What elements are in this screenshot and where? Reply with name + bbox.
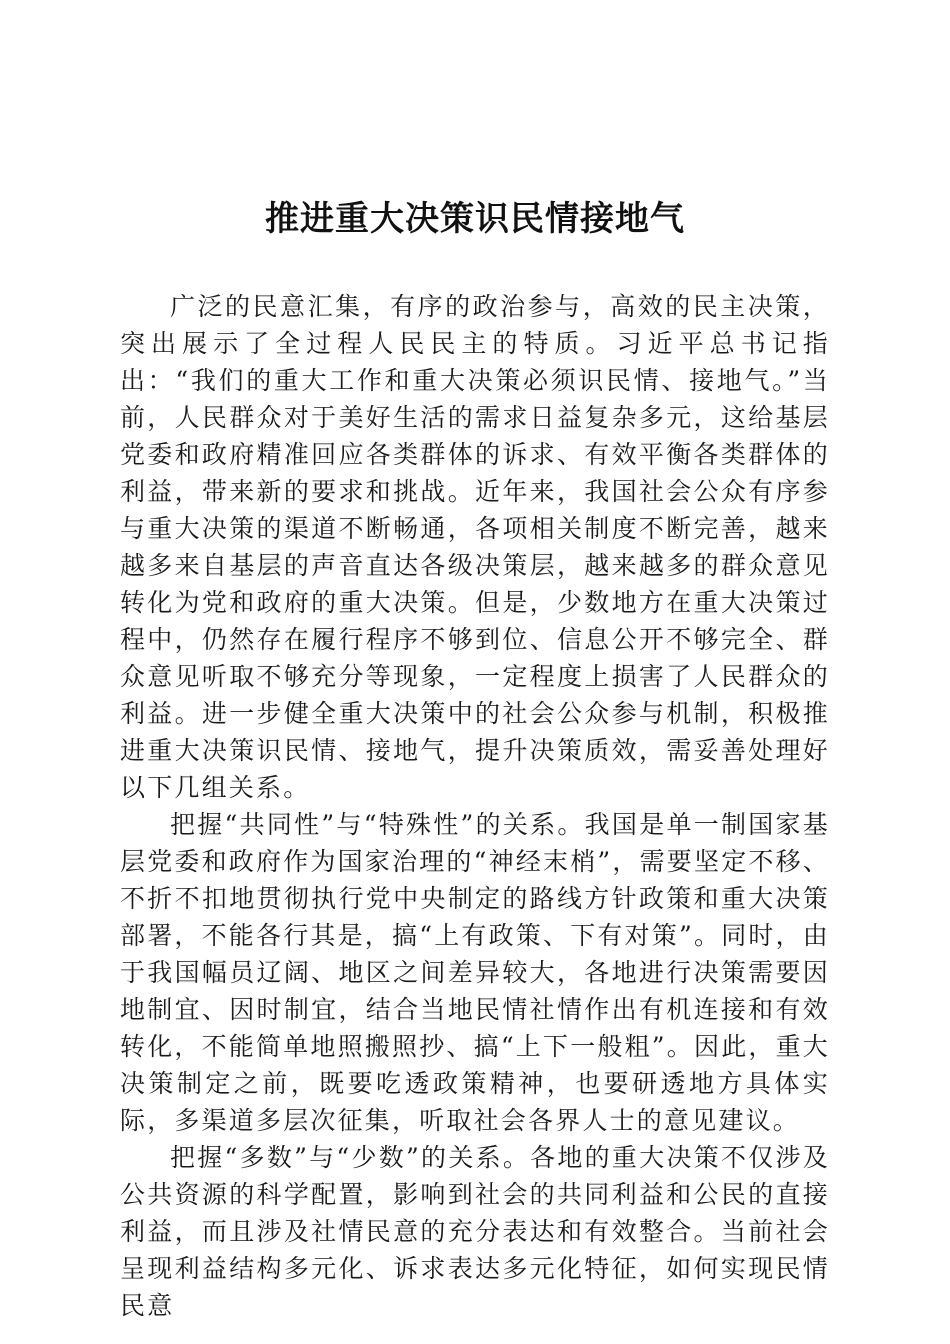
paragraph-commonality: 把握“共同性”与“特殊性”的关系。我国是单一制国家基层党委和政府作为国家治理的“神经末梢”，需要坚定不移、不折不扣地贯彻执行党中央制定的路线方针政策和重大决策部署，不能各行其是，搞“上有政策、下有对策”。同时，由于我国幅员辽阔、地区之间差异较大，各地进行决策需要因地制宜、因时制宜，结合当地民情社情作出有机连接和有效转化，不能简单地照搬照抄、搞“上下一般粗”。因此，重大决策制定之前，既要吃透政策精神，也要研透地方具体实际，多渠道多层次征集，听取社会各界人士的意见建议。 xyxy=(120,810,830,1135)
document-body xyxy=(120,288,830,1324)
document-title: 推进重大决策识民情接地气 xyxy=(265,199,685,239)
paragraph-majority: 把握“多数”与“少数”的关系。各地的重大决策不仅涉及公共资源的科学配置，影响到社会的共同利益和公民的直接利益，而且涉及社情民意的充分表达和有效整合。当前社会呈现利益结构多元化、诉求表达多元化特征，如何实现民情民意 xyxy=(120,1143,830,1320)
paragraph-intro: 广泛的民意汇集，有序的政治参与，高效的民主决策，突出展示了全过程人民民主的特质。习近平总书记指出：“我们的重大工作和重大决策必须识民情、接地气。”当前，人民群众对于美好生活的需求日益复杂多元，这给基层党委和政府精准回应各类群体的诉求、有效平衡各类群体的利益，带来新的要求和挑战。近年来，我国社会公众有序参与重大决策的渠道不断畅通，各项相关制度不断完善，越来越多来自基层的声音直达各级决策层，越来越多的群众意见转化为党和政府的重大决策。但是，少数地方在重大决策过程中，仍然存在履行程序不够到位、信息公开不够完全、群众意见听取不够充分等现象，一定程度上损害了人民群众的利益。进一步健全重大决策中的社会公众参与机制，积极推进重大决策识民情、接地气，提升决策质效，需妥善处理好以下几组关系。 xyxy=(120,292,830,802)
